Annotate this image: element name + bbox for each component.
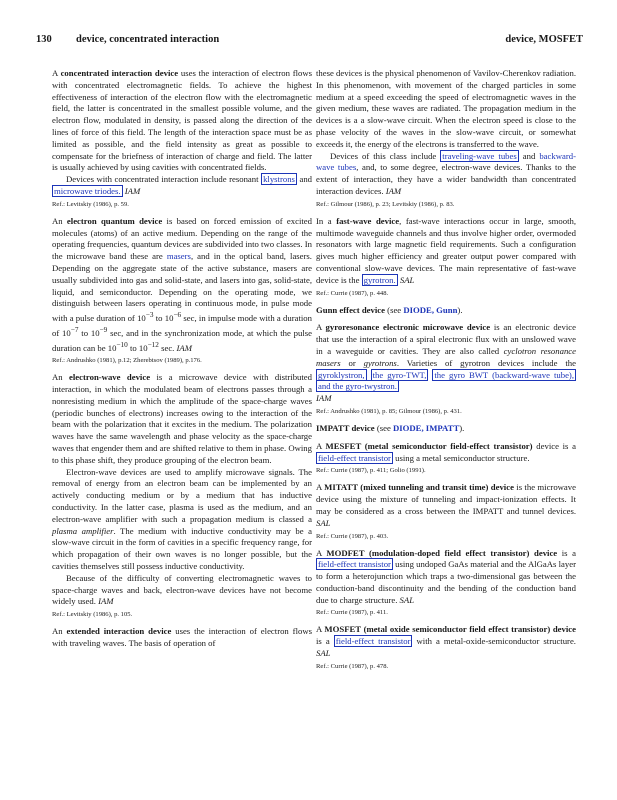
entry-term: concentrated interaction device [60,68,179,78]
entry-term: Gunn effect device [316,304,385,315]
entry-modfet: A MODFET (modulation-doped field effect transistor) device is a field-effect transistor using undoped GaAs material and the AlGaAs layer to form a heterojunction which traps a two-dimensional gas between the conduction-band discontinuity and the bending of the conduction band due to charge structure. SAL [316,547,576,605]
link-gyro-twystron[interactable]: and the gyro-twystron. [318,381,397,392]
entry-impatt: IMPATT device (see DIODE, IMPATT). [316,422,465,433]
entry-term: MESFET (metal semiconductor field-effect transistor) [325,440,533,451]
entry-term: MOSFET (metal oxide semiconductor field effect transistor) device [324,624,576,635]
link-gyro-twt[interactable]: the gyro-TWT, [372,369,427,380]
link-gyro-bwt[interactable]: the gyro BWT (backward-wave tube), [434,369,575,380]
reference: Ref.: Currie (1987), p. 411. [316,609,388,617]
entry-term: gyroresonance electronic microwave device [325,322,491,333]
entry-electron-quantum: An electron quantum device is based on forced emission of excited molecules (atoms) of an active medium. Depending on the range of the operating frequencies, quantum devices are subdivided into two classes. In the microwave band these are masers, and in the optical band, lasers. Depending on the aggregate state of the active substance, masers are usually subdivided into gas and solid-state, and lasers into gas, solid-state, liquid, and semiconductor. Depending on the operating mode, we distinguish between lasers operating in continuous mode, in pulse mode with a pulse duration of $10^{-3}$ to $10^{-6}$ sec, in impulse mode with a duration of $10^{-7}$ to $10^{-9}$ sec, and in the synchronization mode, at which the pulse duration can be $10^{-10}$ to $10^{-12}$ sec. IAM [52,215,312,353]
entry-gyroresonance: A gyroresonance electronic microwave device is an electronic device that use the interaction of a spiral electronic flux with an unslowed wave in a waveguide or cavities. They are also called cyclotron resonance masers or gyrotrons. Varieties of gyrotron devices include the gyroklystron, the gyro-TWT, the gyro BWT (backward-wave tube), and the gyro-twystron. IAM [316,322,576,404]
link-diode-gunn[interactable]: DIODE, Gunn [403,304,458,315]
link-gyroklystron[interactable]: gyroklystron, [318,369,365,380]
entry-term: extended interaction device [66,626,172,637]
link-field-effect-transistor[interactable]: field-effect transistor [318,452,391,463]
right-column: these devices is the physical phenomenon of Vavilov-Cherenkov radiation. In this phenomenon, with movement of the charged particles in some medium at a speed exceeding the speed of electromagnetic waves in the given medium, these waves are radiated. The propagation medium in the devices is a a slow-wave circuit. When the electron speed is close to the phase velocity of the waves in the slow-wave circuit, or somewhat exceeds it, the energy of the electrons is transferred to the wave. Devices of this class include traveling-wave tubes and backward-wave tubes, and, to some degree, electron-wave devices. Thanks to the extent of interaction, they have a wider bandwidth than concentrated interaction devices. IAM Ref.: Gilmour (1986), p. 23; Levitskiy (1986), p. 83. In a fast-wave device, fast-wave interactions occur in large, smooth, multimode waveguide channels and thus involve higher order, overmoded resonators with large magnetic field requirements. Such a configuration gives much higher efficiency and greater output power compared with conventional slow-wave devices. The main representative of fast-wave device is the gyrotron. SAL Ref.: Currie (1987), p. 448. Gunn effect device (see DIODE, Gunn). A gyroresonance electronic microwave device is an electronic device that use the interaction of a spiral electronic flux with an unslowed wave in a waveguide or cavities. They are also called cyclotron resonance masers or gyrotrons. Varieties of gyrotron devices include the gyroklystron, the gyro-TWT, the gyro BWT (backward-wave tube), and the gyro-twystron. IAM Ref.: Andrushko (1981), p. 85; Gilmour (1986), p. 431. IMPATT device (see DIODE, IMPATT). A MESFET (metal semiconductor field-effect transistor) device is a field-effect transistor using a metal semiconductor structure. Ref.: Currie (1987), p. 411; Golio (1991). A MITATT (mixed tunneling and transit time) device is the microwave device using the mixture of tunneling and impact-ionization effects. It may be considered as a cross between the IMPATT and tunnel devices. SAL Ref.: Currie (1987), p. 403. A MODFET (modulation-doped field effect transistor) device is a field-effect transistor using undoped GaAs material and the AlGaAs layer to form a heterojunction which traps a two-dimensional gas between the conduction-band discontinuity and the bending of the conduction band due to charge structure. SAL Ref.: Currie (1987), p. 411. A MOSFET (metal oxide semiconductor field effect transistor) device is a field-effect transistor with a metal-oxide-semiconductor structure. SAL Ref.: Currie (1987), p. 478. [316,68,577,670]
entry-extended-interaction: An extended interaction device uses the interaction of electron flows with traveling waves. The basis of operation of [52,626,312,648]
entry-electron-wave: An electron-wave device is a microwave device with distributed interaction, in which the modulated beam of electrons passes through a nonresisting medium in which the amplitude of the space-charge waves (periodic bunches of electrons) increases owing to the interaction of the beam with the polarization that it excites in the medium. The polarization waves have the same wavelength and phase velocity as the space-charge waves that engender them and are shifted relative to them in phase. Owing to this phase shift, they produce grouping of the electron beam. [52,372,312,465]
reference: Ref.: Currie (1987), p. 478. [316,662,389,670]
link-klystrons[interactable]: klystrons [263,174,295,185]
entry-term: electron-wave device [69,372,151,383]
header-left-title: device, concentrated interaction [76,34,220,45]
entry-mosfet: A MOSFET (metal oxide semiconductor field effect transistor) device is a field-effect transistor with a metal-oxide-semiconductor structure. SAL [316,624,576,659]
entry-concentrated-interaction: A concentrated interaction device uses the interaction of electron flows with concentrated electromagnetic fields. To achieve the highest effectiveness of interaction of the electron flow with the electromagnetic field, the latter is concentrated in the smallest possible volume, and the electron flow, modulated in density, is passed along the direction of the lines of force of this field. The length of the interaction space must be as limited as possible, and the field intensity as great as possible to compensate for the briefness of interaction of charge and field. The latter is usually achieved by using cavities with concentrated fields. [52,68,312,173]
left-column: A concentrated interaction device uses the interaction of electron flows with concentrated electromagnetic fields. To achieve the highest effectiveness of interaction of the electron flow with the electromagnetic field, the latter is concentrated in the smallest possible volume, and the electron flow, modulated in density, is passed along the direction of the lines of force of this field. The length of the interaction space must be as limited as possible, and the field intensity as great as possible to compensate for the briefness of interaction of charge and field. The latter is usually achieved by using cavities with concentrated fields. Devices with concentrated interaction include resonant klystrons and microwave triodes. IAM Ref.: Levitskiy (1986), p. 59. An electron quantum device is based on forced emission of excited molecules (atoms) of an active medium. Depending on the range of the operating frequencies, quantum devices are subdivided into two classes. In the microwave band these are masers, and in the optical band, lasers. Depending on the aggregate state of the active substance, masers are usually subdivided into gas and solid-state, and lasers into gas, solid-state, liquid, and semiconductor. Depending on the operating mode, we distinguish between lasers operating in continuous mode, in pulse mode with a pulse duration of $10^{-3}$ to $10^{-6}$ sec, in impulse mode with a duration of $10^{-7}$ to $10^{-9}$ sec, and in the synchronization mode, at which the pulse duration can be $10^{-10}$ to $10^{-12}$ sec. IAM Ref.: Andrushko (1981), p.12; Zherebtsov (1989), p.176. An electron-wave device is a microwave device with distributed interaction, in which the modulated beam of electrons passes through a nonresisting medium in which the amplitude of the space-charge waves (periodic bunches of electrons) increases owing to the interaction of the beam with the polarization that it excites in the medium. The polarization waves have the same wavelength and phase velocity as the space-charge waves that engender them and are shifted relative to them in phase. Owing to this phase shift, they produce grouping of the electron beam. Electron-wave devices are used to amplify microwave signals. The removal of energy from an electron beam can be implemented by an actively conducting medium or by a medium that has inductive conductivity. In the latter case, plasma is used as the medium, and an electron-wave amplifier with such a propagation medium is classed a plasma amplifier. The medium with inductive conductivity may be a slow-wave circuit in the form of cavities in a specific frequency range, for which propagation of their own waves is no longer possible, but the cavities themselves still possess inductive conductivity. Because of the difficulty of converting electromagnetic waves to space-charge waves and back, electron-wave devices have not become widely used. IAM Ref.: Levitskiy (1986), p. 105. An extended interaction device uses the interaction of electron flows with traveling waves. The basis of operation of [52,68,313,648]
link-traveling-wave-tubes[interactable]: traveling-wave tubes [442,150,517,161]
reference: Ref.: Andrushko (1981), p. 85; Gilmour (1986), p. 431. [316,407,462,415]
reference: Ref.: Gilmour (1986), p. 23; Levitskiy (1986), p. 83. [316,200,455,208]
link-field-effect-transistor[interactable]: field-effect transistor [318,559,391,570]
entry-term: MITATT (mixed tunneling and transit time) device [324,482,514,493]
entry-term: MODFET (modulation-doped field effect transistor) device [326,547,558,558]
reference: Ref.: Levitskiy (1986), p. 59. [52,200,129,208]
entry-mitatt: A MITATT (mixed tunneling and transit time) device is the microwave device using the mixture of tunneling and impact-ionization effects. It may be considered as a cross between the IMPATT and tunnel devices. SAL [316,482,576,528]
entry-extended-continued: these devices is the physical phenomenon of Vavilov-Cherenkov radiation. In this phenomenon, with movement of the charged particles in some medium at a speed exceeding the speed of electromagnetic waves in the given medium, these waves are radiated. The propagation medium in the devices is a a slow-wave circuit. When the electron speed is close to the phase velocity of the waves in the slow-wave circuit, or somewhat exceeds it, the energy of the electrons is transferred to the wave. [316,68,576,149]
entry-fast-wave: In a fast-wave device, fast-wave interactions occur in large, smooth, multimode waveguide channels and thus involve higher order, overmoded resonators with large magnetic field requirements. Such a configuration gives much higher efficiency and greater output power compared with conventional slow-wave devices. The main representative of fast-wave device is the gyrotron. SAL [316,215,576,285]
entry-term: fast-wave device [336,215,400,226]
entry-term: IMPATT device [316,422,375,433]
link-diode-impatt[interactable]: DIODE, IMPATT [392,422,460,433]
reference: Ref.: Currie (1987), p. 411; Golio (1991). [316,467,426,475]
link-backward-wave-tubes[interactable]: backward-wave tubes [316,150,576,173]
entry-mesfet: A MESFET (metal semiconductor field-effect transistor) device is a field-effect transistor using a metal semiconductor structure. [316,440,577,463]
entry-term: electron quantum device [66,215,163,226]
header-right-title: device, MOSFET [505,34,583,45]
link-gyrotron[interactable]: gyrotron. [363,274,396,285]
reference: Ref.: Andrushko (1981), p.12; Zherebtsov (1989), p.176. [52,357,202,365]
page-header [36,34,583,50]
link-masers[interactable]: masers [166,251,191,262]
entry-gunn-effect: Gunn effect device (see DIODE, Gunn). [316,304,463,315]
reference: Ref.: Currie (1987), p. 403. [316,532,389,540]
reference: Ref.: Levitskiy (1986), p. 105. [52,611,133,619]
page-number: 130 [36,34,52,45]
link-microwave-triodes[interactable]: microwave triodes. [54,185,121,196]
link-field-effect-transistor[interactable]: field-effect transistor [335,636,411,647]
reference: Ref.: Currie (1987), p. 448. [316,289,389,297]
